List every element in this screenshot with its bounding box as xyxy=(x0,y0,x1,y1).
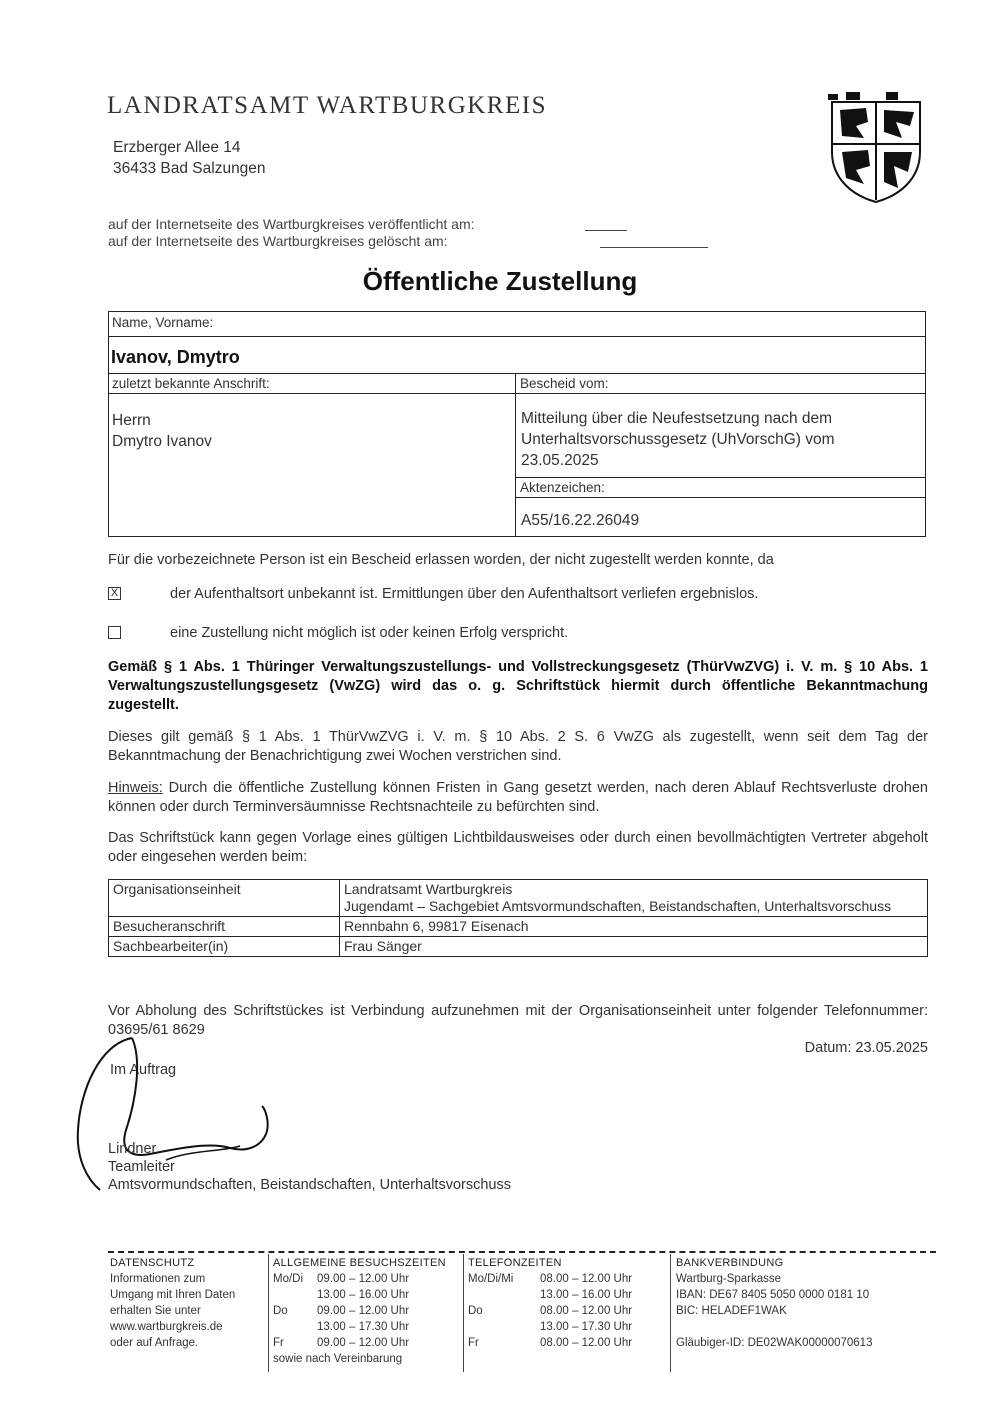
legal-basis: Gemäß § 1 Abs. 1 Thüringer Verwaltungszustellungs- und Vollstreckungsgesetz (ThürVwZVG) i. V. m. § 10 Abs. 1 Verwaltungszustellungsgesetz (VwZG) wird das o. g. Schriftstück hiermit durch öffentliche Bekanntmachung zugestellt. xyxy=(108,659,928,713)
recipient-name: Ivanov, Dmytro xyxy=(111,347,240,367)
bank-name: Wartburg-Sparkasse xyxy=(676,1273,782,1285)
appointment-text: Vor Abholung des Schriftstückes ist Verbindung aufzunehmen mit der Organisationseinheit unter folgender Telefonnummer: 03695/61 8629 xyxy=(108,1003,928,1038)
option-address-unknown: der Aufenthaltsort unbekannt ist. Ermittlungen über den Aufenthaltsort verliefen ergebnislos. xyxy=(170,586,759,602)
footer-phone-hours xyxy=(468,1255,666,1351)
creditor-id: Gläubiger-ID: DE02WAK00000070613 xyxy=(676,1337,873,1349)
clerk-label: Sachbearbeiter(in) xyxy=(109,937,340,957)
privacy-line: oder auf Anfrage. xyxy=(110,1337,199,1349)
table-row xyxy=(109,917,928,937)
divider xyxy=(515,373,516,537)
deleted-note: auf der Internetseite des Wartburgkreises gelöscht am: xyxy=(108,233,448,249)
signatory-name: Lindner xyxy=(108,1141,157,1157)
unit-line-1: Landratsamt Wartburgkreis xyxy=(344,881,513,897)
footer-column-divider xyxy=(463,1254,464,1372)
bank-bic: BIC: HELADEF1WAK xyxy=(676,1305,787,1317)
footer-column-divider xyxy=(268,1254,269,1372)
address-label: zuletzt bekannte Anschrift: xyxy=(112,376,270,391)
footer-column-divider xyxy=(670,1254,671,1372)
signatory-department: Amtsvormundschaften, Beistandschaften, Unterhaltsvorschuss xyxy=(108,1177,511,1193)
checkbox-address-unknown: X xyxy=(108,587,121,600)
file-number-label: Aktenzeichen: xyxy=(520,480,605,495)
clerk-value: Frau Sänger xyxy=(340,937,928,957)
visiting-row: 13.00 – 16.00 Uhr xyxy=(317,1289,410,1301)
phone-row: Fr 08.00 – 12.00 Uhr xyxy=(468,1337,633,1349)
recipient-full-name: Dmytro Ivanov xyxy=(112,433,212,450)
publication-notes xyxy=(108,216,475,250)
published-date-line xyxy=(585,230,627,231)
bank-heading: BANKVERBINDUNG xyxy=(676,1257,784,1269)
visiting-row: 13.00 – 17.30 Uhr xyxy=(317,1321,410,1333)
deleted-date-line xyxy=(600,247,708,248)
visiting-row: Mo/Di 09.00 – 12.00 Uhr xyxy=(273,1273,410,1285)
privacy-line: erhalten Sie unter xyxy=(110,1305,201,1317)
divider xyxy=(108,393,926,394)
visiting-row: Fr 09.00 – 12.00 Uhr xyxy=(273,1337,410,1349)
phone-row: 13.00 – 16.00 Uhr xyxy=(540,1289,633,1301)
notice-label: Hinweis: xyxy=(108,780,163,796)
table-row xyxy=(109,937,928,957)
option-delivery-impossible: eine Zustellung nicht möglich ist oder keinen Erfolg verspricht. xyxy=(170,625,569,641)
office-table xyxy=(108,879,928,957)
decision-text: Mitteilung über die Neufestsetzung nach dem Unterhaltsvorschussgesetz (UhVorschG) vom 23.05.2025 xyxy=(521,410,835,469)
spacer xyxy=(676,1319,932,1335)
published-note: auf der Internetseite des Wartburgkreises veröffentlicht am: xyxy=(108,216,475,232)
divider xyxy=(108,373,926,374)
footer-bank xyxy=(676,1255,932,1351)
authority-name: LANDRATSAMT WARTBURGKREIS xyxy=(107,92,547,119)
effect-text: Dieses gilt gemäß § 1 Abs. 1 ThürVwZVG i. V. m. § 10 Abs. 2 S. 6 VwZG als zugestellt, wenn seit dem Tag der Bekanntmachung der Benachrichtigung zwei Wochen verstrichen sind. xyxy=(108,729,928,764)
address-street: Erzberger Allee 14 xyxy=(113,139,241,156)
privacy-heading: DATENSCHUTZ xyxy=(110,1257,195,1269)
divider xyxy=(515,477,926,478)
notice-text xyxy=(108,779,928,817)
visiting-row: Do 09.00 – 12.00 Uhr xyxy=(273,1305,410,1317)
visiting-extra: sowie nach Vereinbarung xyxy=(273,1353,403,1365)
pickup-text: Das Schriftstück kann gegen Vorlage eines gültigen Lichtbildausweises oder durch einen bevollmächtigten Vertreter abgeholt oder eingesehen werden beim: xyxy=(108,830,928,865)
signatory-role: Teamleiter xyxy=(108,1159,175,1175)
unit-value xyxy=(340,880,928,917)
recipient-address xyxy=(112,410,212,452)
unit-label: Organisationseinheit xyxy=(109,880,340,917)
footer-privacy xyxy=(110,1255,265,1351)
salutation: Herrn xyxy=(112,412,151,429)
document-date: Datum: 23.05.2025 xyxy=(804,1040,928,1056)
phone-row: 13.00 – 17.30 Uhr xyxy=(540,1321,633,1333)
visiting-heading: ALLGEMEINE BESUCHSZEITEN xyxy=(273,1257,446,1269)
checkbox-delivery-impossible xyxy=(108,626,121,639)
divider xyxy=(515,497,926,498)
unit-line-2: Jugendamt – Sachgebiet Amtsvormundschaften, Beistandschaften, Unterhaltsvorschuss xyxy=(344,898,892,914)
visit-label: Besucheranschrift xyxy=(109,917,340,937)
coat-of-arms-logo xyxy=(826,92,926,204)
table-row xyxy=(109,880,928,917)
privacy-line: Umgang mit Ihren Daten xyxy=(110,1289,236,1301)
file-number: A55/16.22.26049 xyxy=(521,512,640,529)
privacy-line: Informationen zum xyxy=(110,1273,206,1285)
phone-heading: TELEFONZEITEN xyxy=(468,1257,562,1269)
phone-row: Mo/Di/Mi 08.00 – 12.00 Uhr xyxy=(468,1273,633,1285)
document-title: Öffentliche Zustellung xyxy=(362,266,638,296)
footer-divider xyxy=(108,1251,936,1253)
privacy-line: www.wartburgkreis.de xyxy=(110,1321,223,1333)
bank-iban: IBAN: DE67 8405 5050 0000 0181 10 xyxy=(676,1289,870,1301)
name-label: Name, Vorname: xyxy=(112,315,214,330)
visit-value: Rennbahn 6, 99817 Eisenach xyxy=(340,917,928,937)
authority-address xyxy=(113,137,266,179)
divider xyxy=(108,336,926,337)
address-city: 36433 Bad Salzungen xyxy=(113,160,266,177)
notice-body: Durch die öffentliche Zustellung können Fristen in Gang gesetzt werden, nach deren Ablauf Rechtsverluste drohen können oder durch Terminversäumnisse Rechtsnachteile zu befürchten sind. xyxy=(108,780,928,815)
decision-label: Bescheid vom: xyxy=(520,376,609,391)
signatory xyxy=(108,1140,511,1194)
footer-visiting-hours xyxy=(273,1255,461,1367)
intro-text: Für die vorbezeichnete Person ist ein Bescheid erlassen worden, der nicht zugestellt werden konnte, da xyxy=(108,552,774,568)
on-behalf: Im Auftrag xyxy=(110,1062,177,1078)
phone-row: Do 08.00 – 12.00 Uhr xyxy=(468,1305,633,1317)
